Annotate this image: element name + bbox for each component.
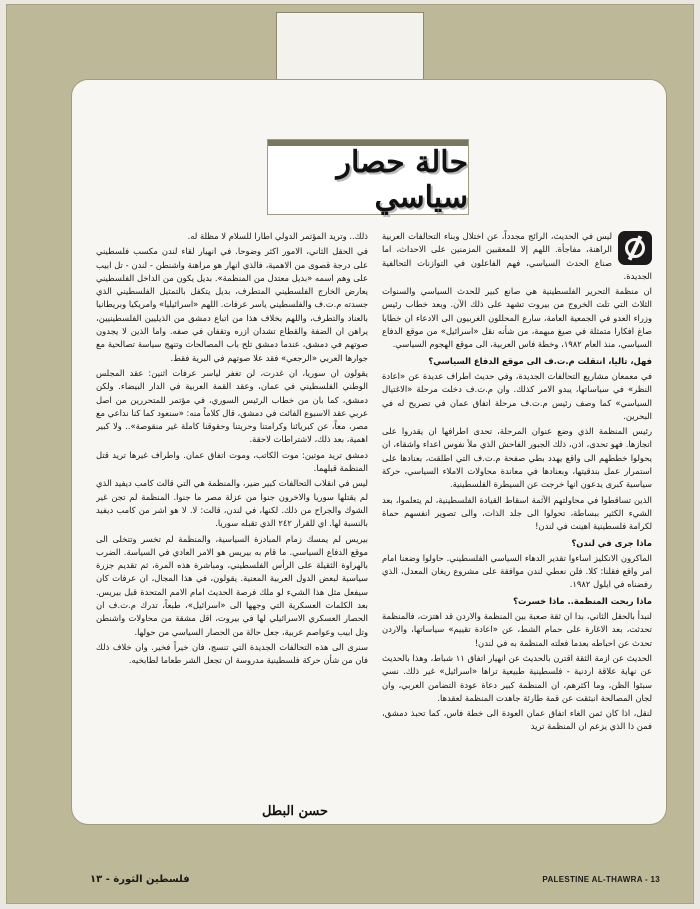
- article-paragraph: بيريس لم يمسك زمام المبادرة السياسية، والمنظمة لم تخسر وتتخلى الى موقع الدفاع السياسي. ما قام به بيريس هو الامر العادي في السياسة. الضرب بالهراوة الثقيلة على الرأس الفلسطيني، ومباشرة هذه المرة، ثم تقديم جزرة سياسية لبعض الدول العربية المعنية. يقولون، في هذا المجال، ان عرفات كان سيفعل مثل هذا الشيء لو ملك فرصة الحديث امام الامم المتحدة قبل بيريس. بعد الكلمات العسكرية التي وجهها الى «اسرائيل»، طبعاً، تدرك م.ت.ف ان الحصار العسكري الاسرائيلي لها في بيروت، اقل مشقة من محاولات واشنطن وتل ابيب وعواصم عربية، جعل حالة من الحصار السياسي من حولها.: [96, 533, 368, 637]
- article-paragraph: ذلك.. وتريد المؤتمر الدولي اطارا للسلام لا مظلة له.: [187, 231, 368, 241]
- article-paragraph: في الحقل الثاني، الامور اكثر وضوحا. في انهيار لقاء لندن مكسب فلسطيني على درجة قصوى من الاهمية، فالذي انهار هو مراهنة واشنطن - لندن - تل ابيب على وهم اسمه «بديل معتدل من المنظمة». بديل يكون من الداخل الفلسطيني يعارض الخارج الفلسطيني المتطرف، بديل يتكفل بالتمثيل الفلسطيني الذي جسدته م.ت.ف والفلسطيني ياسر عرفات. اللهم «اسرائيليا» وامريكيا وبريطانيا بالعناد والتطرف، واللهم بخلاف هذا من اتباع دمشق من الذيليين الفلسطينيين، يراهن ان الضفة والقطاع تشدان ازره وتقفان في صفه. واما الذين لا يجدون صوتهم في دمشق، عندما دمشق تلح باب المصالحات وتنهج سياسة تصالحية مع جوارها العربي «الرجعي» فقد علا صوتهم في البرية فقط.: [96, 246, 368, 363]
- footer-page-number-latin: PALESTINE AL-THAWRA - 13: [542, 875, 660, 884]
- magazine-page: [6, 4, 694, 904]
- article-paragraph: ليس في انقلاب التحالفات كبير ضير، والمنظمة هي التي قالت كامب ديفيد الذي لم يقتلها سوريا والاخرون جنوا من عزلة مصر ما جنوا. المنظمة لم تجن غير الشوك والجراح من ذلك. لكنها، في لندن، قالت: لا. لا هو اشر من كامب ديفيد بالنسبة لها. اي للقرار ٢٤٢ الذي تقبله سوريا.: [96, 478, 368, 529]
- article-title: حالة حصار سياسي: [336, 145, 468, 215]
- author-name: حسن البطل: [261, 804, 328, 819]
- article-paragraph: لنبدأ بالحقل الثاني، بدا ان ثقة صعبة بين المنظمة والاردن قد اهتزت، فالمنظمة تحدثت، بعد الاغارة على حمام الشط، عن «اعادة تقييم» سياساتها، والاردن تحدث عن احباطه بعدما فعلته المنظمة به في لندن!: [382, 611, 652, 648]
- right-column: [382, 230, 652, 815]
- magazine-logo-icon: [618, 231, 652, 265]
- left-column: [96, 230, 368, 790]
- article-paragraph: ليس في الحديث، الرائج مجدداً، عن اختلال وبناء التحالفات العربية الراهنة، مفاجأة. اللهم إلا للمعقبين المزمنين على الاحداث، اما صناع الحدث السياسي، فهم الفاعلون في التوازنات التحالفية الجديدة.: [382, 231, 652, 281]
- article-paragraph: سنرى الى هذه التحالفات الجديدة التي تنسج، فان خيراً فخير. وان خلاف ذلك فان من شأن حركة فلسطينية مدروسة ان تجعل الشر طعاما لطابخيه.: [96, 641, 368, 666]
- article-paragraph: فهل، تاليا، انتقلت م.ت.ف الى موقع الدفاع السياسي؟: [428, 355, 652, 366]
- article-paragraph: دمشق تريد موتين: موت الكاتب، وموت اتفاق عمان. واطراف غيرها تريد قتل المنظمة قبلهما.: [96, 449, 368, 474]
- article-paragraph: الماكرون الانكليز اساءوا تقدير الدهاء السياسي الفلسطيني. حاولوا وضعنا امام امر واقع فقلنا: كلا. فلن نعطي لندن موافقة على مشروع ريغان المعدل، الذي رفضناه في ايلول ١٩٨٢.: [382, 552, 652, 590]
- article-paragraph: الذين تساقطوا في محاولتهم الآثمة اسقاط القيادة الفلسطينية، لم يتعلموا، بعد الشيء الكثير ببساطة، تحولوا الى جلد الذات، والى تصوير انفسهم حماة لكرامة فلسطينية اهينت في لندن!: [382, 494, 652, 532]
- article-paragraph: الحديث عن ازمة الثقة اقترن بالحديث عن انهيار اتفاق ١١ شباط، وهذا بالحديث عن نهاية علاقة اردنية - فلسطينية طبيعية تراها «اسرائيل» غير ذلك. نسي سبئوا الظن، وما اكثرهم، ان المنظمة كبير دعاة عودة التضامن العربي، وان لجان المصالحة انبثقت عن قمة طارئة جاهدت المنظمة لعقدها.: [382, 652, 652, 703]
- article-paragraph: لنقل، اذا كان ثمن الغاء اتفاق عمان العودة الى خطة فاس، كما تحبذ دمشق، فمن ذا الذي يزعم ان المنظمة تريد: [382, 708, 652, 732]
- footer-page-number-arabic: فلسطين الثورة - ١٣: [90, 874, 190, 885]
- article-paragraph: ماذا ربحت المنظمة.. ماذا خسرت؟: [513, 595, 652, 606]
- article-paragraph: رئيس المنظمة الذي وضع عنوان المرحلة، تحدى اطرافها ان يقدروا على انجازها. فهو تحدى، اذن، ذلك الجبور الفاحش الذي ملأ نفوس اعداء واشقاء، ان يحولوا خططهم الى واقع يهدد بطي صفحة م.ت.ف التي اطلقت، بعنادها على استمرار عمل بندقيتها، وبعنادها في معاندة محاولات الاملاء السياسي، حركة سياسية كبرى يدعون انها خرجت عن السيطرة الفلسطينية.: [382, 426, 652, 490]
- article-paragraph: ماذا جرى في لندن؟: [571, 537, 652, 548]
- title-box: [268, 140, 468, 214]
- left-column-body: [96, 230, 368, 668]
- article-paragraph: ان منظمة التحرير الفلسطينية هي صانع كبير للحدث السياسي والسنوات الثلاث التي تلت الخروج من بيروت تشهد على ذلك الآن. وبعد خطاب رئيس وزراء العدو في الجمعية العامة، سارع المحللون الغربيون الى الادعاء ان خطابا صاغ افكارا متمثلة في صيغ مبهمة، من شأنه نقل «اسرائيل» من موقع الدفاع السياسي، منذ العام ١٩٨٢، وخطة فاس العربية، الى موقع الهجوم السياسي.: [382, 286, 652, 350]
- right-column-body: [382, 230, 652, 734]
- article-paragraph: يقولون ان سوريا، ان غدرت، لن تغفر لياسر عرفات اثنين: عقد المجلس الوطني الفلسطيني في عمان، وعقد القمة العربية في الدار البيضاء. ولكن دمشق، كما بان من خطاب الرئيس السوري، في مؤتمر للمتحررين من اصل عربي عقد الاسبوع الفائت في دمشق، قال كلاماً منه: «سنعود كما كنا نداعي مع مصر، معاً، عن كبريائنا وكرامتنا وحريتنا وحقوقنا كاملة غير منقوصة».. ولا كبير اهمية، بعد ذلك، لاشتراطات لاحقة.: [96, 367, 368, 445]
- article-panel: [72, 80, 666, 824]
- article-paragraph: في معمعان مشاريع التحالفات الجديدة، وفي حديث اطراف عديدة عن «اعادة النظر» في سياساتها، يبدو الامر كذلك. وان م.ت.ف دخلت مرحلة «الاغتيال السياسي» كما وصف رئيس م.ت.ف مرحلة اتفاق عمان في تصريح له في البحرين.: [382, 370, 652, 421]
